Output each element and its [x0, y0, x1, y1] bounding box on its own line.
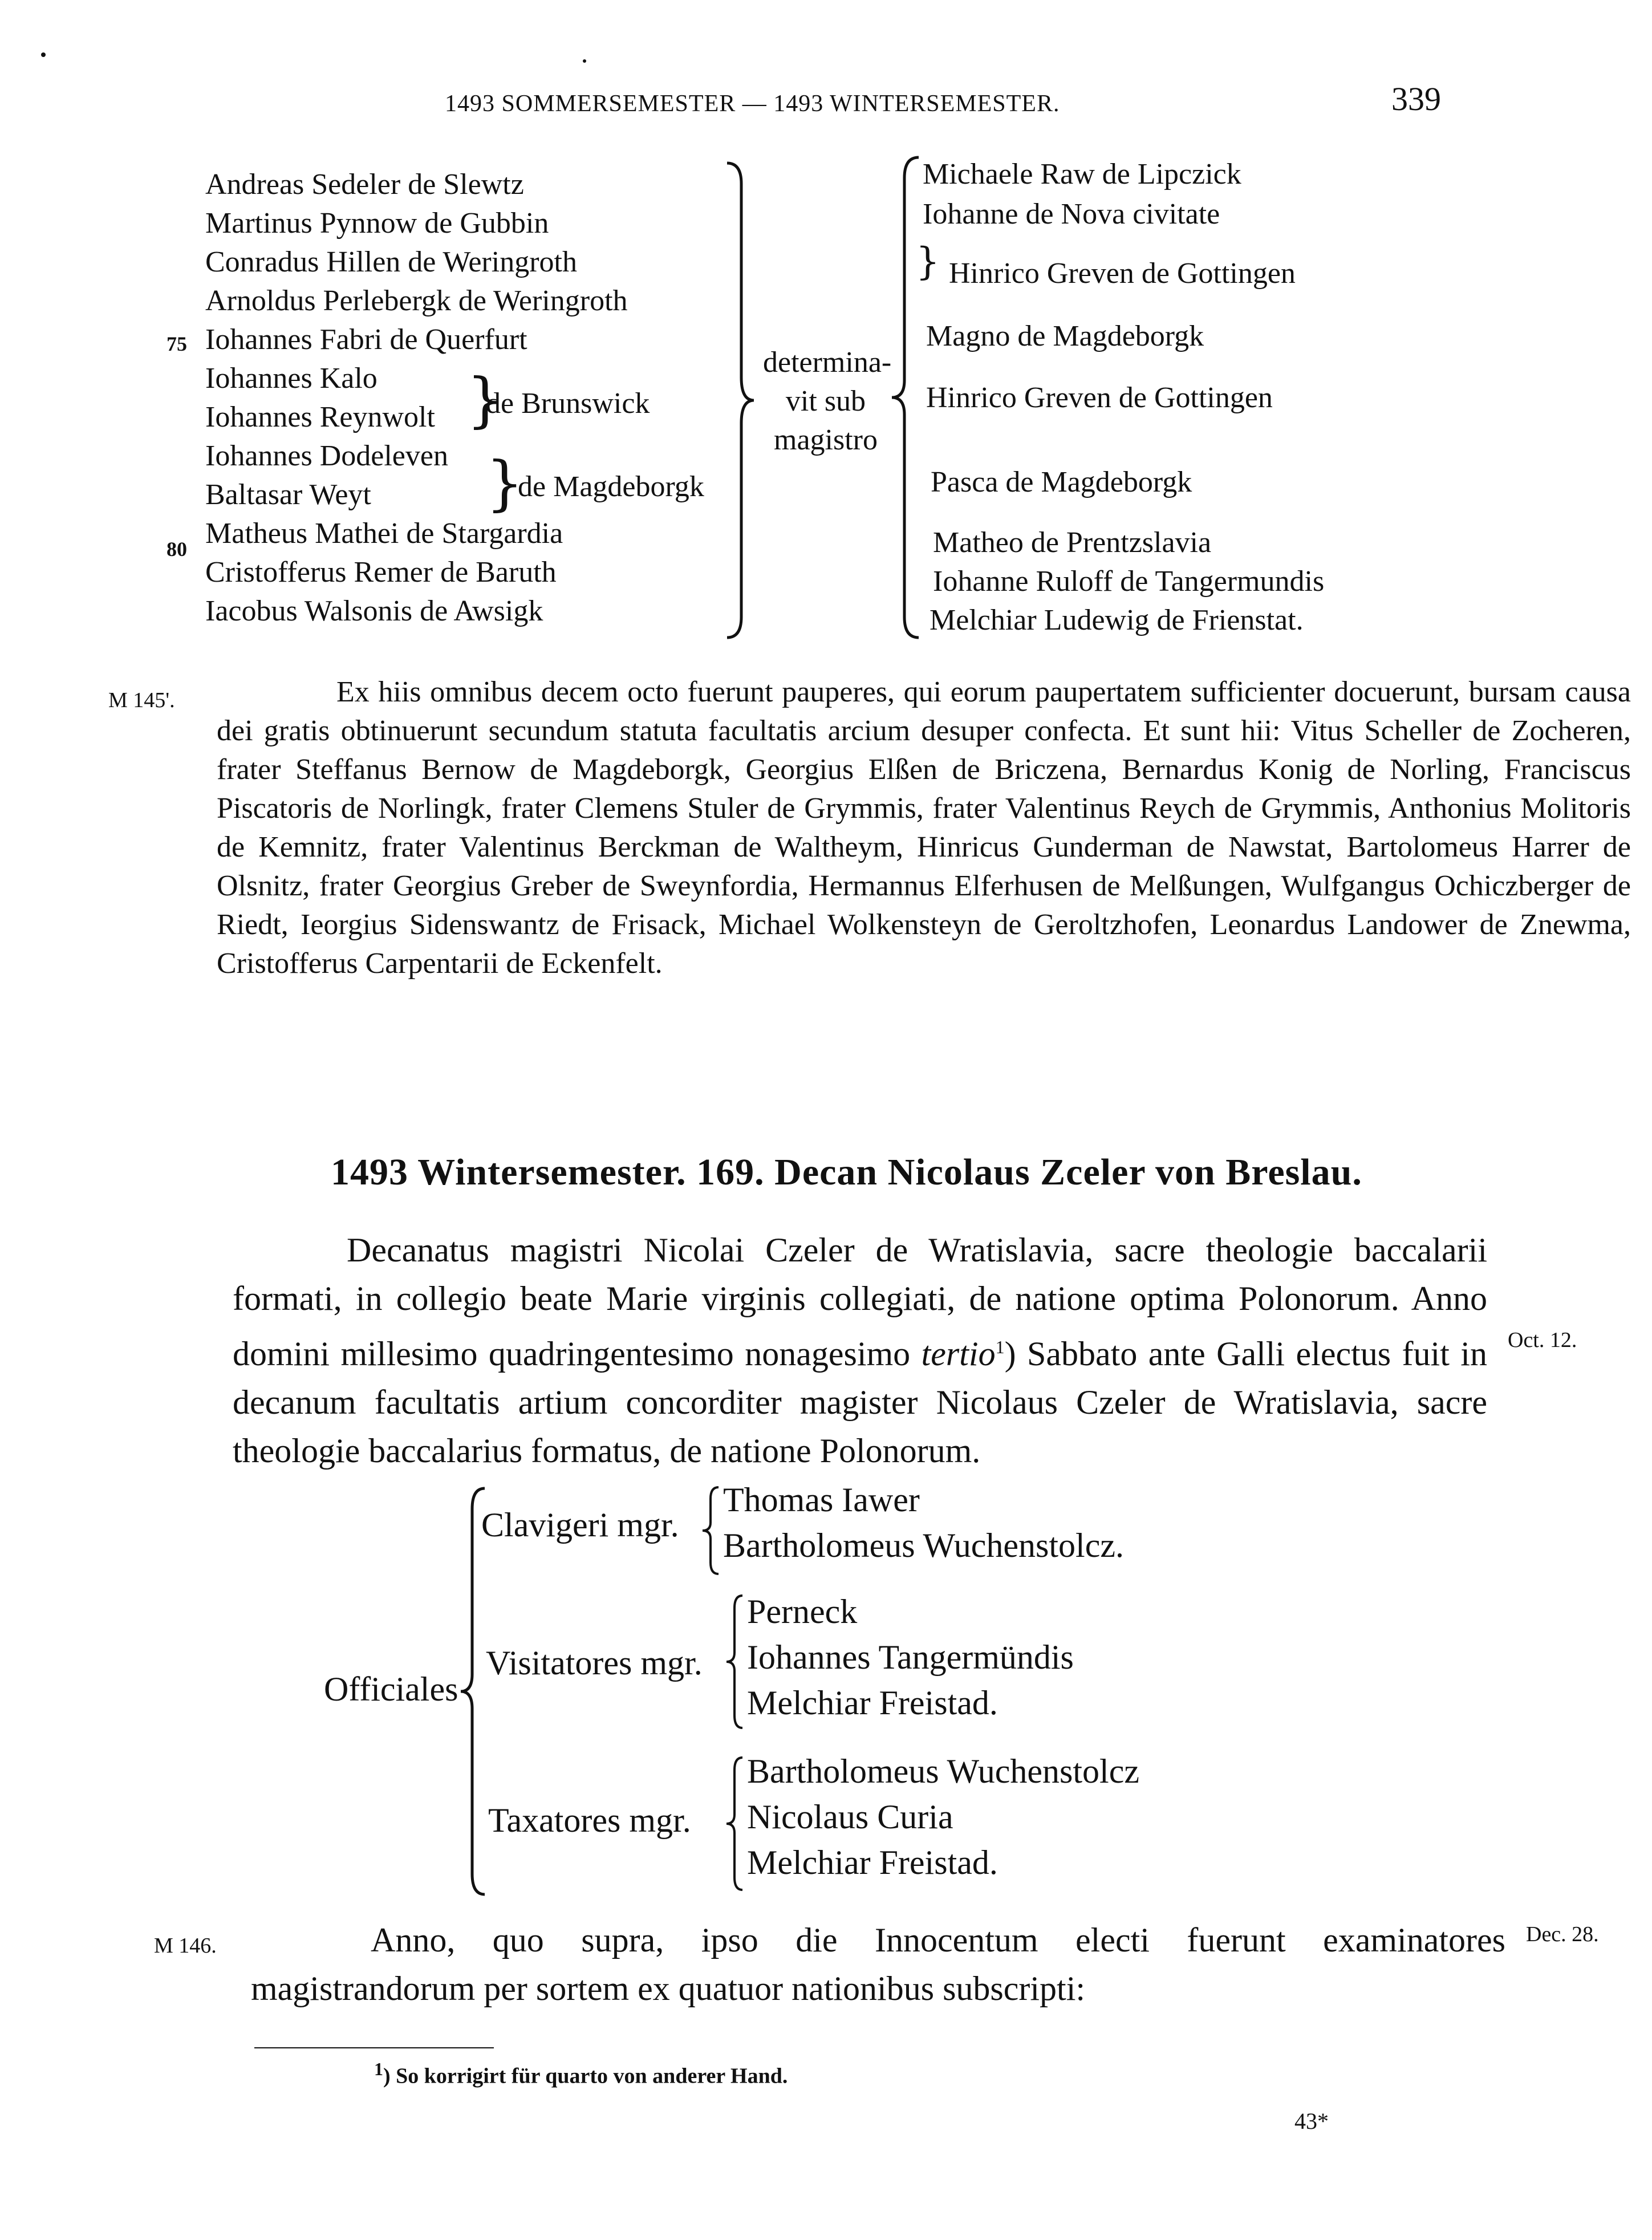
- group-label-brunswick: de Brunswick: [486, 387, 650, 420]
- list-item: Magno de Magdeborgk: [926, 320, 1204, 352]
- brace: }: [916, 240, 940, 283]
- list-item: Iohannes Fabri de Querfurt: [205, 323, 527, 356]
- list-item: Melchiar Ludewig de Frienstat.: [929, 604, 1304, 636]
- ink-speck: [41, 52, 46, 57]
- officiales-label: Officiales: [324, 1670, 458, 1708]
- list-item: Iohannes Dodeleven: [205, 440, 448, 472]
- list-item: Nicolaus Curia: [747, 1798, 953, 1836]
- page-number: 339: [1391, 80, 1441, 117]
- list-item: Iohanne de Nova civitate: [923, 198, 1220, 230]
- large-brace-left: [887, 155, 922, 640]
- line-number: 75: [167, 332, 187, 355]
- list-item: Melchiar Freistad.: [747, 1844, 998, 1881]
- list-item: Melchiar Freistad.: [747, 1684, 998, 1722]
- list-item: Thomas Iawer: [723, 1481, 920, 1519]
- ink-speck: [583, 59, 586, 63]
- list-item: Matheus Mathei de Stargardia: [205, 517, 563, 550]
- officiales-brace: [456, 1486, 490, 1897]
- margin-note: M 146.: [154, 1934, 217, 1958]
- list-item: Conradus Hillen de Weringroth: [205, 246, 577, 278]
- list-item: Matheo de Prentzslavia: [933, 526, 1212, 559]
- list-item: Iohannes Tangermündis: [747, 1638, 1074, 1676]
- group-label-magdeborgk: de Magdeborgk: [518, 470, 704, 503]
- large-brace-right: [724, 161, 758, 640]
- list-item: Iohanne Ruloff de Tangermundis: [933, 565, 1325, 598]
- list-item: Pasca de Magdeborgk: [931, 466, 1192, 498]
- list-item: Perneck: [747, 1593, 858, 1630]
- list-item: Hinrico Greven de Gottingen: [949, 257, 1296, 290]
- footnote-rule: [254, 2047, 494, 2048]
- list-item: Iohannes Reynwolt: [205, 401, 435, 433]
- pauper-paragraph: Ex hiis omnibus decem octo fuerunt pauperes, qui eorum paupertatem sufficienter docuerunt, bursam causa dei gratis obtinuerunt secundum statuta facultatis arcium desuper confecta. Et sunt hii: Vitus Scheller de Zocheren, frater Steffanus Bernow de Magdeborgk, Georgius Elßen de Briczena, Bernardus Konig de Norling, Franciscus Piscatoris de Norlingk, frater Clemens Stuler de Grymmis, frater Valentinus Reych de Grymmis, Anthonius Molitoris de Kemnitz, frater Valentinus Berckman de Waltheym, Hinricus Gunderman de Nawstat, Bartolomeus Harrer de Olsnitz, frater Georgius Greber de Sweynfordia, Hermannus Elferhusen de Melßungen, Wulfgangus Ochiczberger de Riedt, Ieorgius Sidenswantz de Frisack, Michael Wolkensteyn de Geroltzhofen, Leonardus Landower de Znewma, Cristofferus Carpentarii de Eckenfelt.: [217, 676, 1631, 980]
- group-brace: [723, 1755, 746, 1892]
- section-title: 1493 Wintersemester. 169. Decan Nicolaus Zceler von Breslau.: [331, 1151, 1362, 1193]
- line-number: 80: [167, 538, 187, 561]
- group-brace: [699, 1485, 722, 1576]
- list-item: Iohannes Kalo: [205, 362, 378, 395]
- list-item: Hinrico Greven de Gottingen: [926, 382, 1273, 414]
- group-brace: [723, 1593, 746, 1730]
- margin-note: M 145'.: [108, 688, 175, 712]
- list-item: Bartholomeus Wuchenstolcz: [747, 1752, 1139, 1790]
- footnote: $^1$) So korrigirt für quarto von anderer Hand.: [374, 2059, 788, 2088]
- list-item: Michaele Raw de Lipczick: [923, 158, 1241, 190]
- determinavit-label: determina- vit sub magistro: [763, 346, 892, 456]
- list-item: Cristofferus Remer de Baruth: [205, 556, 557, 589]
- examinatores-paragraph: Anno, quo supra, ipso die Innocentum electi fuerunt examinatores magistrandorum per sortem ex quatuor nationibus subscripti:: [251, 1921, 1505, 2007]
- group-title: Visitatores mgr.: [486, 1644, 703, 1682]
- brace: }: [486, 448, 524, 518]
- decanatus-paragraph: Decanatus magistri Nicolai Czeler de Wratislavia, sacre theologie baccalarii formati, in collegio beate Marie virginis collegiati, de natione optima Polonorum. Anno domini millesimo quadringentesimo nonagesimo tertio$^1$) Sabbato ante Galli electus fuit in decanum facultatis artium concorditer magister Nicolaus Czeler de Wratislavia, sacre theologie baccalarius formatus, de natione Polonorum.: [233, 1231, 1487, 1470]
- list-item: Martinus Pynnow de Gubbin: [205, 207, 549, 240]
- brace: }: [466, 365, 505, 435]
- list-item: Arnoldus Perlebergk de Weringroth: [205, 285, 628, 317]
- list-item: Baltasar Weyt: [205, 478, 371, 511]
- group-title: Clavigeri mgr.: [481, 1506, 679, 1544]
- list-item: Bartholomeus Wuchenstolcz.: [723, 1527, 1124, 1564]
- margin-date: Dec. 28.: [1526, 1922, 1599, 1946]
- signature-mark: 43*: [1294, 2108, 1329, 2134]
- list-item: Iacobus Walsonis de Awsigk: [205, 595, 543, 627]
- group-title: Taxatores mgr.: [488, 1801, 691, 1839]
- list-item: Andreas Sedeler de Slewtz: [205, 168, 524, 201]
- running-title: 1493 SOMMERSEMESTER — 1493 WINTERSEMESTER.: [445, 91, 1060, 117]
- margin-date: Oct. 12.: [1508, 1328, 1577, 1352]
